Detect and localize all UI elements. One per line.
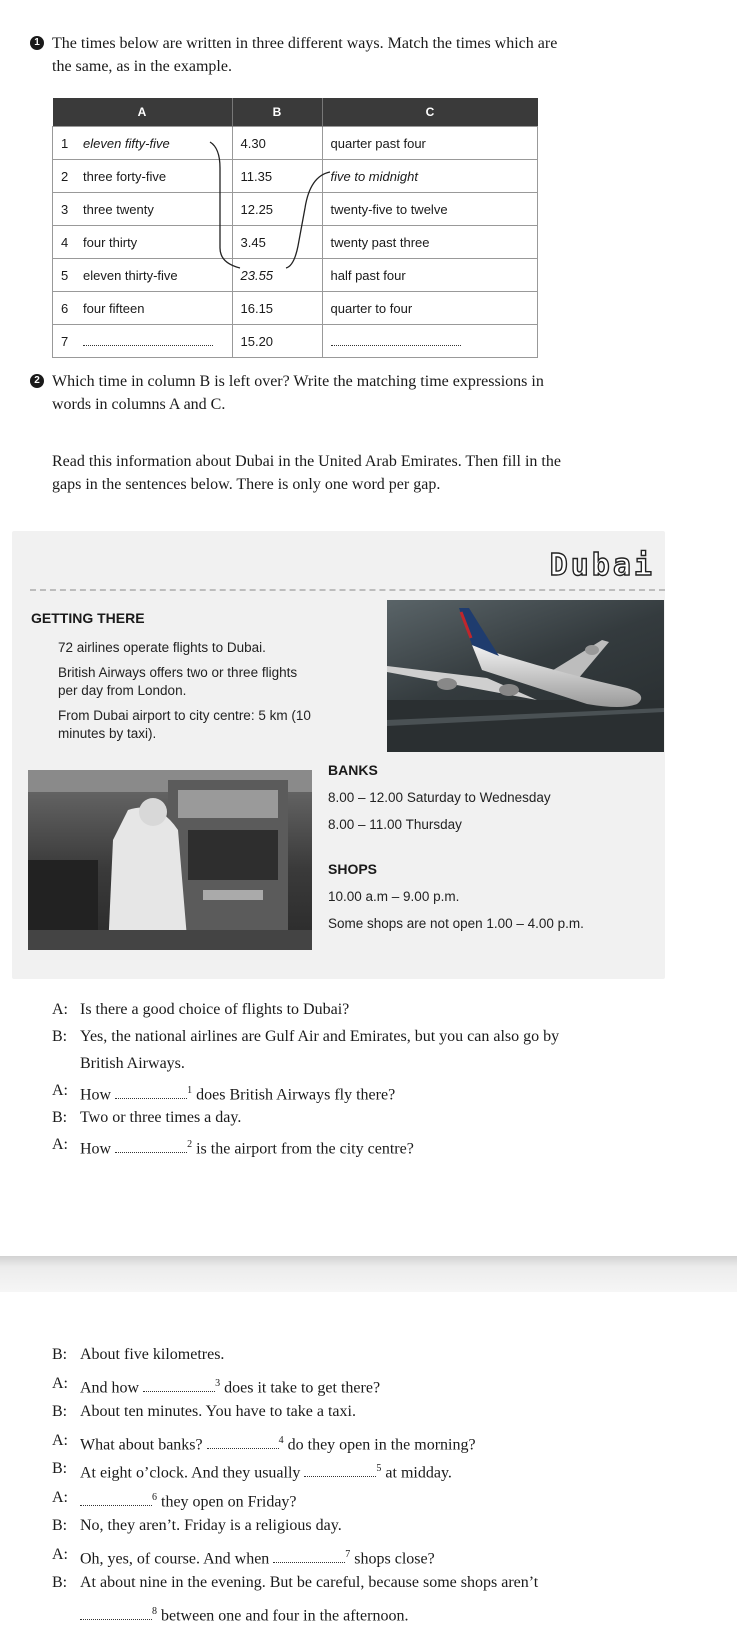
dubai-title: Dubai	[549, 548, 655, 583]
dialogue-text: No, they aren’t. Friday is a religious day.	[80, 1517, 342, 1534]
cell-c[interactable]	[322, 325, 538, 358]
gap-number: 4	[278, 1434, 284, 1446]
speaker-label: A:	[52, 1001, 68, 1018]
gap-blank[interactable]	[80, 1493, 152, 1506]
dialogue-line	[80, 1081, 395, 1105]
dialogue-line	[80, 1000, 349, 1020]
example-match-lines	[190, 128, 340, 288]
cell-b	[232, 325, 322, 358]
dialogue-text: does it take to get there?	[220, 1378, 381, 1396]
gap-blank[interactable]	[143, 1379, 215, 1392]
cell-c	[322, 292, 538, 325]
airplane-photo	[387, 600, 664, 752]
speaker-label: B:	[52, 1460, 68, 1477]
dashed-divider	[30, 589, 665, 591]
dialogue-line	[80, 1516, 342, 1536]
exercise-1-instruction-line1: The times below are written in three different ways. Match the times which are	[52, 35, 558, 52]
gap-number: 6	[152, 1491, 157, 1503]
table-row	[53, 292, 538, 325]
cell-a-text: three forty-five	[83, 168, 167, 184]
row-number: 6	[61, 300, 69, 316]
dialogue-text: Two or three times a day.	[80, 1109, 242, 1126]
dialogue-line	[80, 1135, 414, 1159]
banks-line-2: 8.00 – 11.00 Thursday	[328, 817, 462, 832]
dialogue-line	[80, 1431, 476, 1455]
dialogue-text: between one and four in the afternoon.	[157, 1606, 409, 1624]
gap-number: 3	[215, 1377, 221, 1389]
dialogue-line	[80, 1488, 297, 1512]
gap-number: 1	[187, 1085, 193, 1096]
gap-blank[interactable]	[304, 1464, 376, 1477]
cell-b-text: 15.20	[240, 333, 274, 349]
dialogue-text: British Airways.	[80, 1055, 185, 1072]
shops-line-1: 10.00 a.m – 9.00 p.m.	[328, 889, 460, 904]
speaker-label: A:	[52, 1545, 68, 1563]
dialogue-line	[80, 1545, 435, 1569]
dialogue-text: And how	[80, 1378, 144, 1396]
dialogue-line	[80, 1459, 452, 1483]
cell-b	[232, 292, 322, 325]
answer-blank[interactable]	[83, 333, 213, 346]
speaker-label: A:	[52, 1488, 68, 1506]
dialogue-text: About five kilometres.	[80, 1346, 225, 1363]
speaker-label: B:	[52, 1346, 68, 1363]
row-number: 7	[61, 334, 69, 349]
speaker-label: B:	[52, 1517, 68, 1534]
row-number: 2	[61, 168, 69, 184]
atm-machine-icon	[28, 770, 312, 950]
getting-there-line-3: per day from London.	[58, 683, 187, 698]
dialogue-text: What about banks?	[80, 1435, 207, 1453]
speaker-label: B:	[52, 1403, 68, 1420]
table-header-row	[53, 98, 538, 127]
exercise-1-instruction-line2: the same, as in the example.	[52, 58, 232, 75]
dialogue-text: they open on Friday?	[157, 1492, 297, 1510]
dialogue-text: About ten minutes. You have to take a taxi.	[80, 1403, 356, 1420]
cell-a-text: four fifteen	[83, 300, 145, 316]
row-number: 1	[61, 135, 69, 151]
page-break-band	[0, 1256, 737, 1292]
cell-c-text: five to midnight	[330, 168, 418, 184]
table-row	[53, 325, 538, 358]
dialogue-text: At eight o’clock. And they usually	[80, 1464, 305, 1482]
speaker-label: A:	[52, 1136, 68, 1153]
cell-a-text: eleven thirty-five	[83, 267, 178, 283]
cell-a[interactable]	[53, 325, 233, 358]
airplane-icon	[387, 600, 664, 752]
dialogue-text: Yes, the national airlines are Gulf Air and Emirates, but you can also go by	[80, 1028, 560, 1045]
gap-number: 8	[152, 1605, 157, 1617]
cell-c-text: half past four	[330, 267, 406, 283]
dialogue-line	[80, 1374, 380, 1398]
banks-heading: BANKS	[328, 762, 378, 778]
cell-b-text: 4.30	[240, 135, 266, 151]
dialogue-text: is the airport from the city centre?	[192, 1140, 414, 1158]
exercise-1-number: 1	[30, 36, 44, 50]
cell-c	[322, 127, 538, 160]
gap-blank[interactable]	[80, 1607, 152, 1620]
gap-blank[interactable]	[273, 1550, 345, 1563]
atm-photo	[28, 770, 312, 950]
exercise-2-line2: words in columns A and C.	[52, 396, 226, 413]
speaker-label: B:	[52, 1028, 68, 1045]
cell-c-text: quarter to four	[330, 300, 413, 316]
row-number: 5	[61, 267, 69, 283]
header-a: A	[53, 98, 233, 127]
dialogue-line	[80, 1027, 559, 1047]
cell-a	[53, 292, 233, 325]
cell-b-text: 11.35	[240, 168, 273, 184]
answer-blank[interactable]	[331, 333, 461, 346]
cell-a-text: three twenty	[83, 201, 154, 217]
row-number: 3	[61, 201, 69, 217]
dialogue-text: do they open in the morning?	[283, 1435, 476, 1453]
speaker-label: A:	[52, 1082, 68, 1099]
gap-blank[interactable]	[115, 1086, 187, 1099]
cell-c	[322, 226, 538, 259]
gap-number: 7	[345, 1548, 351, 1560]
speaker-label: B:	[52, 1109, 68, 1126]
reading-line2: gaps in the sentences below. There is only one word per gap.	[52, 476, 441, 493]
cell-b-text: 16.15	[240, 300, 274, 316]
cell-c	[322, 193, 538, 226]
cell-c	[322, 160, 538, 193]
gap-blank[interactable]	[115, 1140, 187, 1153]
getting-there-heading: GETTING THERE	[31, 610, 145, 626]
dialogue-line	[80, 1573, 538, 1593]
dialogue-line	[80, 1602, 408, 1626]
gap-number: 2	[187, 1139, 193, 1150]
banks-line-1: 8.00 – 12.00 Saturday to Wednesday	[328, 790, 551, 805]
dialogue-text: At about nine in the evening. But be careful, because some shops aren’t	[80, 1574, 539, 1591]
cell-b-text: 12.25	[240, 201, 274, 217]
getting-there-line-4: From Dubai airport to city centre: 5 km (10	[58, 708, 311, 723]
speaker-label: A:	[52, 1374, 68, 1392]
gap-number: 5	[376, 1463, 382, 1474]
dialogue-text: at midday.	[381, 1464, 452, 1482]
cell-c-text: twenty-five to twelve	[330, 201, 448, 217]
dialogue-line	[80, 1402, 356, 1422]
getting-there-line-1: 72 airlines operate flights to Dubai.	[58, 640, 266, 655]
dialogue-text: Is there a good choice of flights to Dubai?	[80, 1001, 350, 1018]
dialogue-text: shops close?	[350, 1549, 435, 1567]
reading-line1: Read this information about Dubai in the United Arab Emirates. Then fill in the	[52, 453, 561, 470]
dialogue-text: Oh, yes, of course. And when	[80, 1549, 274, 1567]
dialogue-line	[80, 1108, 241, 1128]
getting-there-line-2: British Airways offers two or three flights	[58, 665, 298, 680]
cell-a-text: four thirty	[83, 234, 138, 250]
dialogue-line	[80, 1345, 224, 1365]
dialogue-text: does British Airways fly there?	[192, 1086, 396, 1104]
cell-c	[322, 259, 538, 292]
cell-a-text: eleven fifty-five	[83, 135, 170, 151]
shops-heading: SHOPS	[328, 861, 378, 877]
gap-blank[interactable]	[207, 1436, 279, 1449]
speaker-label: B:	[52, 1574, 68, 1591]
cell-b-text: 23.55	[240, 267, 274, 283]
cell-c-text: twenty past three	[330, 234, 430, 250]
cell-c-text: quarter past four	[330, 135, 426, 151]
row-number: 4	[61, 234, 69, 250]
header-b: B	[232, 98, 322, 127]
speaker-label: A:	[52, 1431, 68, 1449]
dialogue-line	[80, 1054, 185, 1074]
exercise-2-line1: Which time in column B is left over? Write the matching time expressions in	[52, 373, 544, 390]
dialogue-text: How	[80, 1140, 116, 1158]
header-c: C	[322, 98, 538, 127]
shops-line-2: Some shops are not open 1.00 – 4.00 p.m.	[328, 916, 584, 931]
getting-there-line-5: minutes by taxi).	[58, 726, 157, 741]
cell-b-text: 3.45	[240, 234, 266, 250]
dialogue-text: How	[80, 1086, 116, 1104]
exercise-2-number: 2	[30, 374, 44, 388]
